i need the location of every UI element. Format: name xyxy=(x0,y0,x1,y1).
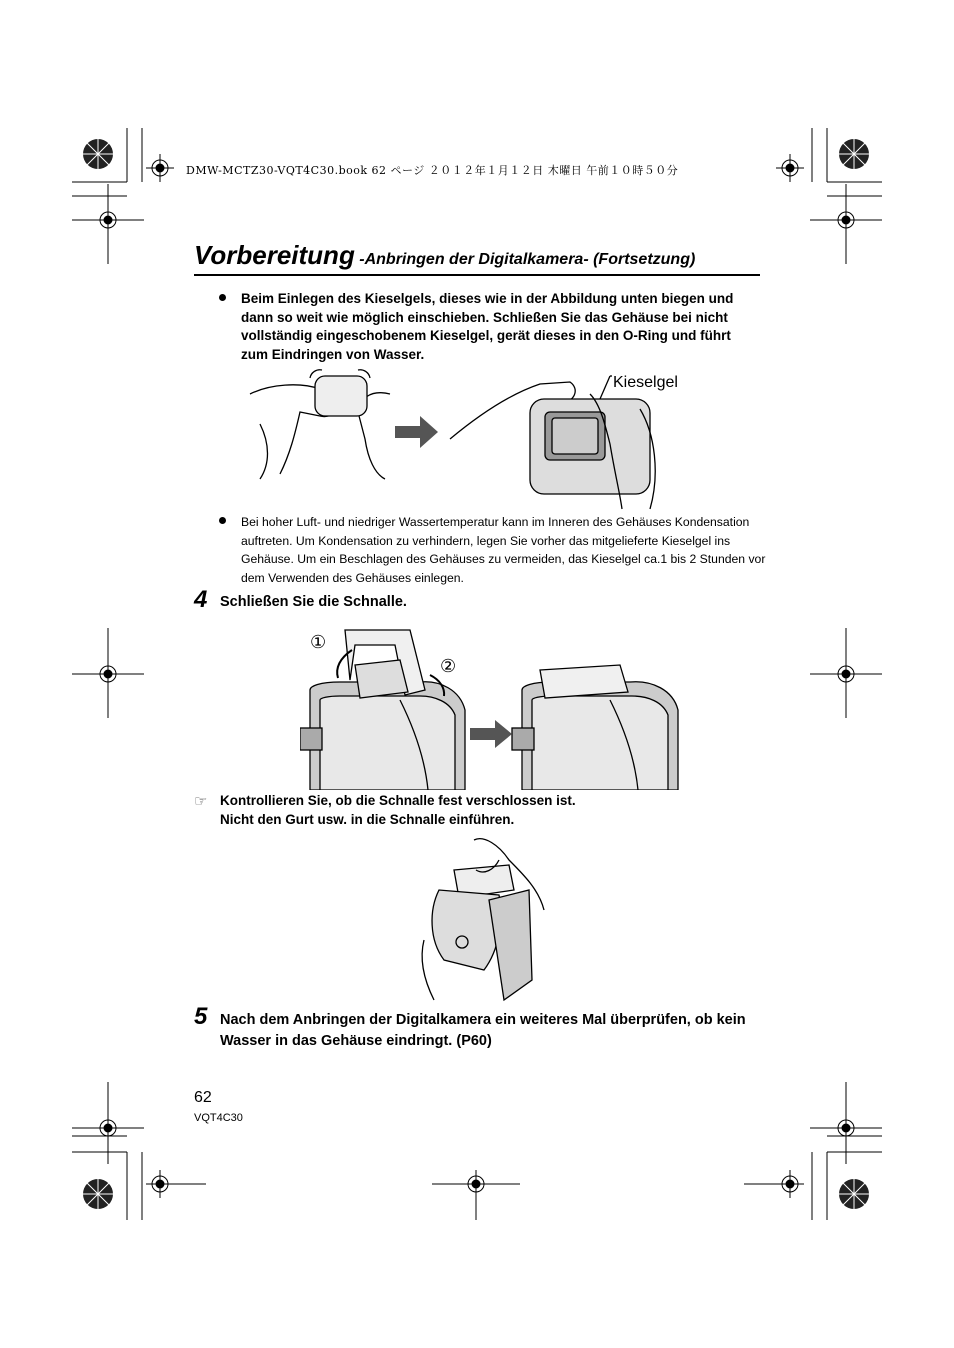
marker-two: ② xyxy=(440,656,457,676)
marker-one: ① xyxy=(310,632,327,652)
note-text xyxy=(220,791,740,829)
figure-label-kieselgel: Kieselgel xyxy=(613,374,678,391)
bullet-dot xyxy=(219,517,226,524)
figure-close-buckle xyxy=(300,620,685,790)
title-sub: -Anbringen der Digitalkamera- (Fortsetzung) xyxy=(354,251,696,268)
title-rule xyxy=(194,274,760,276)
bullet-item xyxy=(241,513,766,587)
right-arrow-icon xyxy=(470,720,512,748)
document-code: VQT4C30 xyxy=(194,1112,243,1124)
pointing-hand-icon: ☞ xyxy=(194,793,208,810)
figure-check-buckle xyxy=(414,830,549,1005)
step-number: 4 xyxy=(194,586,208,613)
bullet-dot xyxy=(219,294,226,301)
note-line: Kontrollieren Sie, ob die Schnalle fest verschlossen ist. xyxy=(220,793,576,808)
step-number: 5 xyxy=(194,1003,208,1030)
book-meta-line: DMW-MCTZ30-VQT4C30.book 62 ページ ２０１２年１月１２日 木曜日 午前１０時５０分 xyxy=(186,164,679,177)
title-main: Vorbereitung xyxy=(194,240,355,270)
page-title xyxy=(194,240,695,271)
step-text: Schließen Sie die Schnalle. xyxy=(220,594,407,610)
right-arrow-icon xyxy=(395,416,438,448)
bullet-item xyxy=(241,290,761,364)
note-line: Nicht den Gurt usw. in die Schnalle einführen. xyxy=(220,812,515,827)
bullet-text: Beim Einlegen des Kieselgels, dieses wie in der Abbildung unten biegen und dann so weit wie möglich einschieben. Schließen Sie das Gehäuse bei nicht vollständig eingeschobenem Kieselgel, gerät dieses in den O-Ring und führt zum Eindringen von Wasser. xyxy=(241,291,734,362)
page-number: 62 xyxy=(194,1089,212,1106)
bullet-text: Bei hoher Luft- und niedriger Wassertemperatur kann im Inneren des Gehäuses Kondensation auftreten. Um Kondensation zu verhindern, legen Sie vorher das mitgelieferte Kieselgel ins Gehäuse. Um ein Beschlagen des Gehäuses zu vermeiden, das Kieselgel ca.1 bis 2 Stunden vor dem Verwenden des Gehäuses einlegen. xyxy=(241,515,766,585)
step-text: Nach dem Anbringen der Digitalkamera ein weiteres Mal überprüfen, ob kein Wasser in das Gehäuse eindringt. (P60) xyxy=(220,1012,746,1049)
